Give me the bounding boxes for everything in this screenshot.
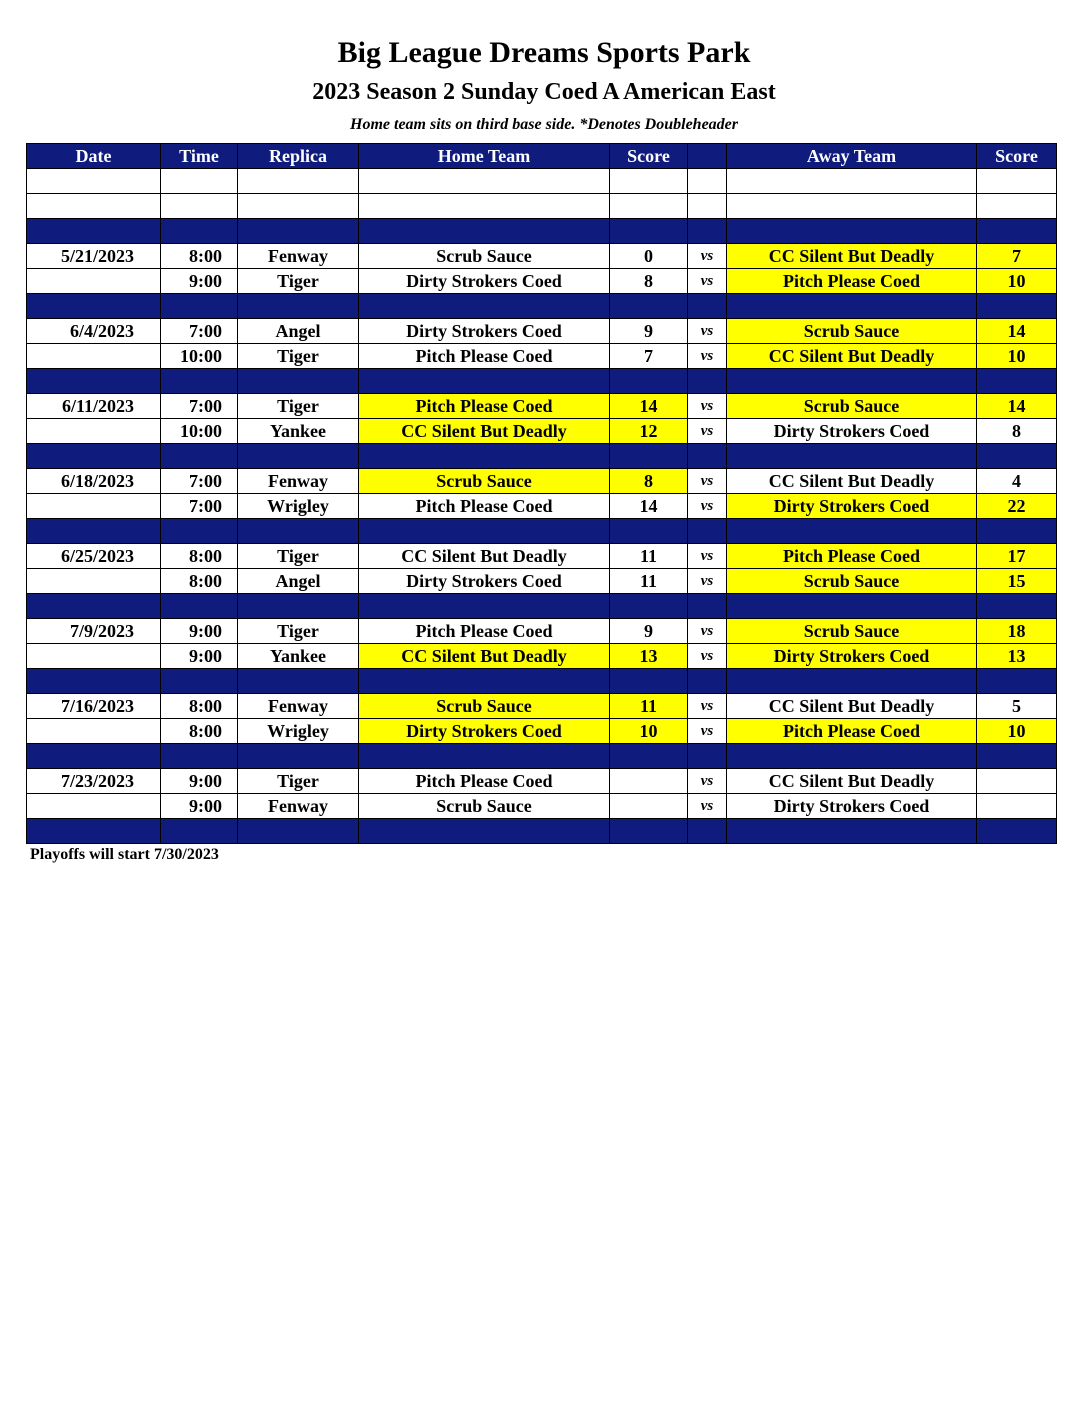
field-cell: [238, 369, 359, 394]
time-cell: 7:00: [161, 394, 238, 419]
home-team-cell: [359, 444, 610, 469]
column-header-replica: Replica: [238, 144, 359, 169]
date-cell: 7/16/2023: [27, 694, 161, 719]
home-score-cell: [610, 294, 688, 319]
away-team-cell: Pitch Please Coed: [727, 269, 977, 294]
separator-row: [27, 819, 1057, 844]
date-cell: [27, 644, 161, 669]
away-score-cell: 8: [977, 419, 1057, 444]
away-score-cell: [977, 769, 1057, 794]
home-team-cell: Dirty Strokers Coed: [359, 719, 610, 744]
vs-cell: vs: [688, 469, 727, 494]
away-team-cell: Scrub Sauce: [727, 319, 977, 344]
home-score-cell: [610, 744, 688, 769]
home-score-cell: [610, 594, 688, 619]
time-cell: 9:00: [161, 769, 238, 794]
home-team-cell: Pitch Please Coed: [359, 344, 610, 369]
time-cell: 8:00: [161, 569, 238, 594]
game-row: [27, 644, 1057, 669]
field-cell: [238, 444, 359, 469]
time-cell: 10:00: [161, 344, 238, 369]
field-cell: Tiger: [238, 544, 359, 569]
away-score-cell: [977, 519, 1057, 544]
home-score-cell: 9: [610, 319, 688, 344]
away-team-cell: Dirty Strokers Coed: [727, 419, 977, 444]
vs-cell: vs: [688, 494, 727, 519]
home-score-cell: [610, 769, 688, 794]
away-score-cell: 15: [977, 569, 1057, 594]
away-score-cell: 10: [977, 269, 1057, 294]
home-score-cell: 8: [610, 469, 688, 494]
game-row: [27, 394, 1057, 419]
home-team-cell: Dirty Strokers Coed: [359, 269, 610, 294]
away-team-cell: CC Silent But Deadly: [727, 469, 977, 494]
field-cell: Tiger: [238, 394, 359, 419]
home-team-cell: Pitch Please Coed: [359, 394, 610, 419]
separator-row: [27, 519, 1057, 544]
vs-cell: [688, 444, 727, 469]
time-cell: 8:00: [161, 544, 238, 569]
vs-cell: [688, 219, 727, 244]
home-score-cell: [610, 669, 688, 694]
game-row: [27, 544, 1057, 569]
away-team-cell: [727, 219, 977, 244]
column-header-time: Time: [161, 144, 238, 169]
vs-cell: vs: [688, 419, 727, 444]
time-cell: [161, 669, 238, 694]
separator-row: [27, 219, 1057, 244]
vs-cell: vs: [688, 644, 727, 669]
game-row: [27, 494, 1057, 519]
vs-cell: vs: [688, 269, 727, 294]
vs-cell: vs: [688, 344, 727, 369]
away-score-cell: 14: [977, 394, 1057, 419]
date-cell: [27, 294, 161, 319]
date-cell: [27, 594, 161, 619]
away-score-cell: 4: [977, 469, 1057, 494]
home-score-cell: 8: [610, 269, 688, 294]
field-cell: [238, 669, 359, 694]
home-score-cell: 9: [610, 619, 688, 644]
home-score-cell: 12: [610, 419, 688, 444]
time-cell: [161, 369, 238, 394]
time-cell: [161, 744, 238, 769]
schedule-table: [26, 143, 1057, 844]
time-cell: 9:00: [161, 794, 238, 819]
vs-cell: vs: [688, 794, 727, 819]
vs-cell: vs: [688, 244, 727, 269]
vs-cell: vs: [688, 569, 727, 594]
date-cell: 6/4/2023: [27, 319, 161, 344]
home-team-cell: Pitch Please Coed: [359, 494, 610, 519]
column-header-home-score: Score: [610, 144, 688, 169]
away-team-cell: Dirty Strokers Coed: [727, 794, 977, 819]
time-cell: 8:00: [161, 244, 238, 269]
date-cell: [27, 419, 161, 444]
date-cell: [27, 169, 161, 194]
home-score-cell: [610, 819, 688, 844]
vs-cell: vs: [688, 394, 727, 419]
date-cell: [27, 794, 161, 819]
away-team-cell: [727, 369, 977, 394]
field-cell: [238, 819, 359, 844]
field-cell: Tiger: [238, 769, 359, 794]
separator-row: [27, 669, 1057, 694]
away-team-cell: Scrub Sauce: [727, 569, 977, 594]
home-team-cell: Scrub Sauce: [359, 244, 610, 269]
away-score-cell: [977, 219, 1057, 244]
date-cell: 7/9/2023: [27, 619, 161, 644]
home-score-cell: 11: [610, 569, 688, 594]
field-cell: Fenway: [238, 794, 359, 819]
schedule-body: [27, 169, 1057, 844]
field-cell: Wrigley: [238, 719, 359, 744]
field-cell: Fenway: [238, 694, 359, 719]
time-cell: [161, 194, 238, 219]
vs-cell: [688, 194, 727, 219]
away-team-cell: [727, 444, 977, 469]
home-score-cell: [610, 519, 688, 544]
field-cell: Fenway: [238, 244, 359, 269]
away-team-cell: Pitch Please Coed: [727, 719, 977, 744]
home-score-cell: [610, 194, 688, 219]
date-cell: [27, 719, 161, 744]
game-row: [27, 469, 1057, 494]
field-cell: [238, 294, 359, 319]
vs-cell: vs: [688, 694, 727, 719]
vs-cell: [688, 819, 727, 844]
game-row: [27, 569, 1057, 594]
home-score-cell: [610, 219, 688, 244]
field-cell: Fenway: [238, 469, 359, 494]
date-cell: [27, 569, 161, 594]
date-cell: [27, 369, 161, 394]
game-row: [27, 719, 1057, 744]
away-score-cell: [977, 669, 1057, 694]
vs-cell: [688, 294, 727, 319]
column-header-away-team: Away Team: [727, 144, 977, 169]
date-cell: [27, 519, 161, 544]
home-team-cell: Dirty Strokers Coed: [359, 569, 610, 594]
date-cell: [27, 444, 161, 469]
field-cell: [238, 519, 359, 544]
date-cell: 5/21/2023: [27, 244, 161, 269]
column-header-date: Date: [27, 144, 161, 169]
time-cell: [161, 169, 238, 194]
home-team-cell: Scrub Sauce: [359, 469, 610, 494]
game-row: [27, 419, 1057, 444]
away-score-cell: 10: [977, 719, 1057, 744]
away-team-cell: Pitch Please Coed: [727, 544, 977, 569]
time-cell: 9:00: [161, 269, 238, 294]
away-team-cell: CC Silent But Deadly: [727, 769, 977, 794]
home-score-cell: [610, 444, 688, 469]
vs-cell: vs: [688, 769, 727, 794]
time-cell: 7:00: [161, 469, 238, 494]
away-score-cell: 22: [977, 494, 1057, 519]
field-cell: [238, 744, 359, 769]
date-cell: 7/23/2023: [27, 769, 161, 794]
field-cell: Tiger: [238, 619, 359, 644]
away-team-cell: [727, 169, 977, 194]
away-score-cell: [977, 444, 1057, 469]
field-cell: [238, 169, 359, 194]
away-team-cell: [727, 294, 977, 319]
date-cell: 6/18/2023: [27, 469, 161, 494]
home-score-cell: 11: [610, 694, 688, 719]
away-team-cell: [727, 669, 977, 694]
home-team-cell: [359, 744, 610, 769]
away-team-cell: Scrub Sauce: [727, 394, 977, 419]
time-cell: [161, 819, 238, 844]
field-cell: Yankee: [238, 644, 359, 669]
home-score-cell: 14: [610, 494, 688, 519]
date-cell: [27, 344, 161, 369]
column-header-vs: [688, 144, 727, 169]
date-cell: 6/11/2023: [27, 394, 161, 419]
away-score-cell: 14: [977, 319, 1057, 344]
away-team-cell: [727, 194, 977, 219]
separator-row: [27, 594, 1057, 619]
header-row: [27, 144, 1057, 169]
away-score-cell: [977, 794, 1057, 819]
field-cell: Wrigley: [238, 494, 359, 519]
home-team-cell: Dirty Strokers Coed: [359, 319, 610, 344]
away-team-cell: CC Silent But Deadly: [727, 694, 977, 719]
separator-row: [27, 744, 1057, 769]
time-cell: [161, 519, 238, 544]
home-team-cell: Pitch Please Coed: [359, 769, 610, 794]
away-score-cell: 7: [977, 244, 1057, 269]
home-team-cell: Pitch Please Coed: [359, 619, 610, 644]
column-header-home-team: Home Team: [359, 144, 610, 169]
date-cell: [27, 669, 161, 694]
date-cell: [27, 819, 161, 844]
home-team-cell: [359, 369, 610, 394]
field-cell: Angel: [238, 569, 359, 594]
field-cell: Angel: [238, 319, 359, 344]
away-score-cell: [977, 369, 1057, 394]
home-team-cell: Scrub Sauce: [359, 794, 610, 819]
game-row: [27, 794, 1057, 819]
away-score-cell: 10: [977, 344, 1057, 369]
time-cell: [161, 444, 238, 469]
vs-cell: vs: [688, 544, 727, 569]
field-cell: Yankee: [238, 419, 359, 444]
game-row: [27, 694, 1057, 719]
time-cell: 7:00: [161, 494, 238, 519]
date-cell: 6/25/2023: [27, 544, 161, 569]
away-score-cell: [977, 194, 1057, 219]
home-team-cell: [359, 294, 610, 319]
empty-row: [27, 194, 1057, 219]
time-cell: [161, 294, 238, 319]
home-team-cell: [359, 219, 610, 244]
vs-cell: [688, 594, 727, 619]
away-score-cell: 13: [977, 644, 1057, 669]
time-cell: 8:00: [161, 694, 238, 719]
home-score-cell: [610, 169, 688, 194]
away-team-cell: CC Silent But Deadly: [727, 344, 977, 369]
away-score-cell: [977, 819, 1057, 844]
away-team-cell: Scrub Sauce: [727, 619, 977, 644]
column-header-away-score: Score: [977, 144, 1057, 169]
game-row: [27, 244, 1057, 269]
field-cell: Tiger: [238, 344, 359, 369]
home-score-cell: [610, 369, 688, 394]
home-score-cell: 14: [610, 394, 688, 419]
home-score-cell: 10: [610, 719, 688, 744]
home-team-cell: [359, 194, 610, 219]
away-team-cell: [727, 819, 977, 844]
game-row: [27, 619, 1057, 644]
away-score-cell: [977, 744, 1057, 769]
date-cell: [27, 269, 161, 294]
game-row: [27, 319, 1057, 344]
home-score-cell: 13: [610, 644, 688, 669]
empty-row: [27, 169, 1057, 194]
date-cell: [27, 494, 161, 519]
vs-cell: [688, 169, 727, 194]
field-cell: [238, 219, 359, 244]
field-cell: [238, 594, 359, 619]
away-score-cell: [977, 294, 1057, 319]
away-team-cell: CC Silent But Deadly: [727, 244, 977, 269]
time-cell: 9:00: [161, 644, 238, 669]
date-cell: [27, 219, 161, 244]
time-cell: 9:00: [161, 619, 238, 644]
away-score-cell: 5: [977, 694, 1057, 719]
page-title: Big League Dreams Sports Park: [337, 36, 751, 69]
schedule-note: Home team sits on third base side. *Denotes Doubleheader: [350, 116, 738, 133]
vs-cell: vs: [688, 719, 727, 744]
separator-row: [27, 369, 1057, 394]
home-team-cell: [359, 669, 610, 694]
time-cell: [161, 219, 238, 244]
away-score-cell: [977, 594, 1057, 619]
away-team-cell: [727, 744, 977, 769]
separator-row: [27, 294, 1057, 319]
time-cell: [161, 594, 238, 619]
home-score-cell: 0: [610, 244, 688, 269]
vs-cell: vs: [688, 319, 727, 344]
vs-cell: [688, 744, 727, 769]
away-team-cell: Dirty Strokers Coed: [727, 644, 977, 669]
vs-cell: [688, 669, 727, 694]
field-cell: [238, 194, 359, 219]
playoffs-note: Playoffs will start 7/30/2023: [30, 846, 219, 863]
away-score-cell: [977, 169, 1057, 194]
home-score-cell: 11: [610, 544, 688, 569]
date-cell: [27, 194, 161, 219]
field-cell: Tiger: [238, 269, 359, 294]
away-team-cell: Dirty Strokers Coed: [727, 494, 977, 519]
game-row: [27, 344, 1057, 369]
away-score-cell: 17: [977, 544, 1057, 569]
home-score-cell: 7: [610, 344, 688, 369]
vs-cell: [688, 369, 727, 394]
vs-cell: [688, 519, 727, 544]
separator-row: [27, 444, 1057, 469]
away-team-cell: [727, 519, 977, 544]
date-cell: [27, 744, 161, 769]
home-team-cell: CC Silent But Deadly: [359, 644, 610, 669]
home-team-cell: [359, 819, 610, 844]
page-subtitle: 2023 Season 2 Sunday Coed A American East: [312, 79, 776, 105]
home-team-cell: CC Silent But Deadly: [359, 419, 610, 444]
time-cell: 10:00: [161, 419, 238, 444]
game-row: [27, 769, 1057, 794]
home-team-cell: CC Silent But Deadly: [359, 544, 610, 569]
vs-cell: vs: [688, 619, 727, 644]
home-team-cell: [359, 594, 610, 619]
home-team-cell: [359, 169, 610, 194]
home-score-cell: [610, 794, 688, 819]
game-row: [27, 269, 1057, 294]
time-cell: 8:00: [161, 719, 238, 744]
away-score-cell: 18: [977, 619, 1057, 644]
home-team-cell: [359, 519, 610, 544]
away-team-cell: [727, 594, 977, 619]
home-team-cell: Scrub Sauce: [359, 694, 610, 719]
time-cell: 7:00: [161, 319, 238, 344]
